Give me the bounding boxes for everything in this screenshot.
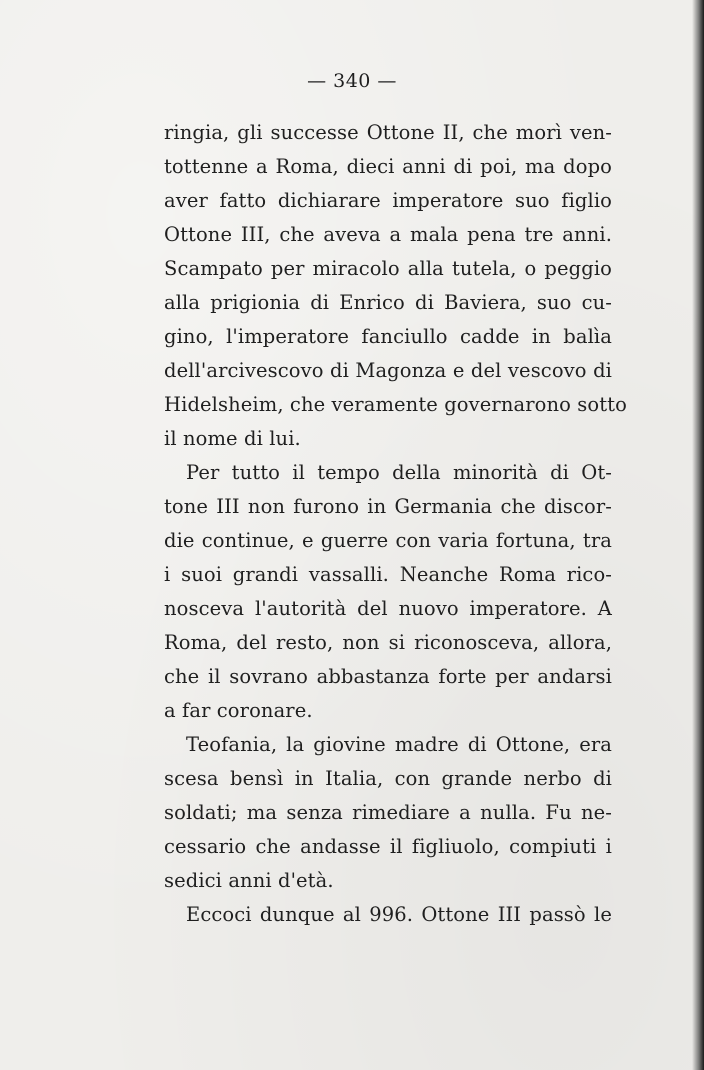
text-line: Per tutto il tempo della minorità di Ot- bbox=[186, 461, 612, 484]
text-line: cessario che andasse il figliuolo, compiuti i bbox=[164, 835, 612, 858]
text-line: Scampato per miracolo alla tutela, o peggio bbox=[164, 257, 612, 280]
text-line: sedici anni d'età. bbox=[164, 869, 334, 892]
text-line: Hidelsheim, che veramente governarono sotto bbox=[164, 393, 627, 416]
text-line: Teofania, la giovine madre di Ottone, era bbox=[186, 733, 612, 756]
text-line: nosceva l'autorità del nuovo imperatore. A bbox=[164, 597, 612, 620]
text-line: tone III non furono in Germania che discor- bbox=[164, 495, 612, 518]
text-line: che il sovrano abbastanza forte per andarsi bbox=[164, 665, 612, 688]
text-line: Roma, del resto, non si riconosceva, allora, bbox=[164, 631, 612, 654]
body-text bbox=[164, 116, 627, 932]
text-line: gino, l'imperatore fanciullo cadde in balìa bbox=[164, 325, 612, 348]
text-line: tottenne a Roma, dieci anni di poi, ma dopo bbox=[164, 155, 612, 178]
text-line: dell'arcivescovo di Magonza e del vescovo di bbox=[164, 359, 612, 382]
text-line: die continue, e guerre con varia fortuna, tra bbox=[164, 529, 612, 552]
text-line: aver fatto dichiarare imperatore suo figlio bbox=[164, 189, 612, 212]
page-number: — 340 — bbox=[307, 70, 397, 92]
text-line: i suoi grandi vassalli. Neanche Roma rico- bbox=[164, 563, 612, 586]
text-line: a far coronare. bbox=[164, 699, 313, 722]
text-line: alla prigionia di Enrico di Baviera, suo cu- bbox=[164, 291, 612, 314]
text-line: Eccoci dunque al 996. Ottone III passò le bbox=[186, 903, 612, 926]
text-line: il nome di lui. bbox=[164, 427, 301, 450]
text-line: soldati; ma senza rimediare a nulla. Fu ne- bbox=[164, 801, 612, 824]
text-line: Ottone III, che aveva a mala pena tre anni. bbox=[164, 223, 612, 246]
text-line: ringia, gli successe Ottone II, che morì ven- bbox=[164, 121, 612, 144]
page-binding-shadow bbox=[692, 0, 704, 1070]
text-line: scesa bensì in Italia, con grande nerbo di bbox=[164, 767, 612, 790]
